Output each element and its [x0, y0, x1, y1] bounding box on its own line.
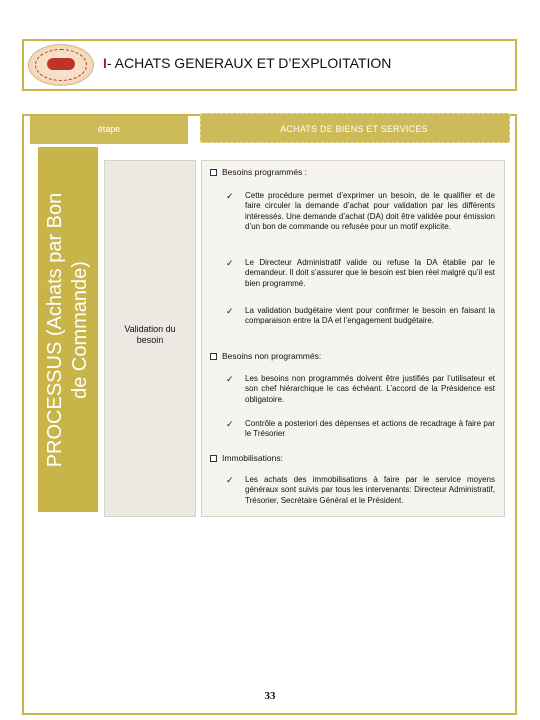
- section-title: - ACHATS GENERAUX ET D’EXPLOITATION: [106, 55, 392, 71]
- section-heading: Immobilisations:: [210, 453, 283, 463]
- step-label: Validation du besoin: [124, 324, 176, 345]
- process-title: [38, 147, 98, 512]
- checkbox-square-icon: [210, 455, 217, 462]
- list-item: ✓ Cette procédure permet d’exprimer un besoin, de le qualifier et de faire circuler la demande d’achat pour validation par les différents intéressés. Une demande d’achat (DA) doit être validée pour émission d’un bon de commande ou refusée pour un motif explicite.: [226, 191, 495, 231]
- section-number: I: [103, 55, 107, 71]
- page-title: [103, 55, 391, 71]
- achats-label: ACHATS DE BIENS ET SERVICES: [280, 124, 428, 134]
- etape-label: étape: [97, 124, 121, 134]
- checkmark-icon: ✓: [226, 475, 234, 485]
- list-item: ✓ Contrôle a posteriori des dépenses et actions de recadrage à faire par le Trésorier: [226, 419, 495, 439]
- page-number: 33: [264, 690, 276, 702]
- checkmark-icon: ✓: [226, 258, 234, 268]
- list-item: ✓ La validation budgétaire vient pour confirmer le besoin en faisant la comparaison entre la DA et l’engagement budgétaire.: [226, 306, 495, 326]
- checkbox-square-icon: [210, 169, 217, 176]
- checkbox-square-icon: [210, 353, 217, 360]
- list-item: ✓ Les besoins non programmés doivent être justifiés par l’utilisateur et son chef hiérarchique le cas échéant. L’accord de la Présidence est obligatoire.: [226, 374, 495, 404]
- process-title-line2: de Commande): [69, 260, 91, 399]
- checkmark-icon: ✓: [226, 374, 234, 384]
- checkmark-icon: ✓: [226, 191, 234, 201]
- section-heading: Besoins programmés :: [210, 167, 307, 177]
- list-item: ✓ Les achats des immobilisations à faire par le service moyens généraux sont suivis par tous les intervenants: Directeur Administratif, Trésorier, Secrétaire Général et le Président.: [226, 475, 495, 505]
- process-title-line1: PROCESSUS (Achats par Bon: [44, 192, 66, 467]
- section-heading: Besoins non programmés:: [210, 351, 321, 361]
- list-item: ✓ Le Directeur Administratif valide ou refuse la DA établie par le demandeur. Il doit s’assurer que le besoin est bien réel malgré qu’il est bien programmé.: [226, 258, 495, 288]
- checkmark-icon: ✓: [226, 306, 234, 316]
- institution-logo: [28, 44, 94, 86]
- checkmark-icon: ✓: [226, 419, 234, 429]
